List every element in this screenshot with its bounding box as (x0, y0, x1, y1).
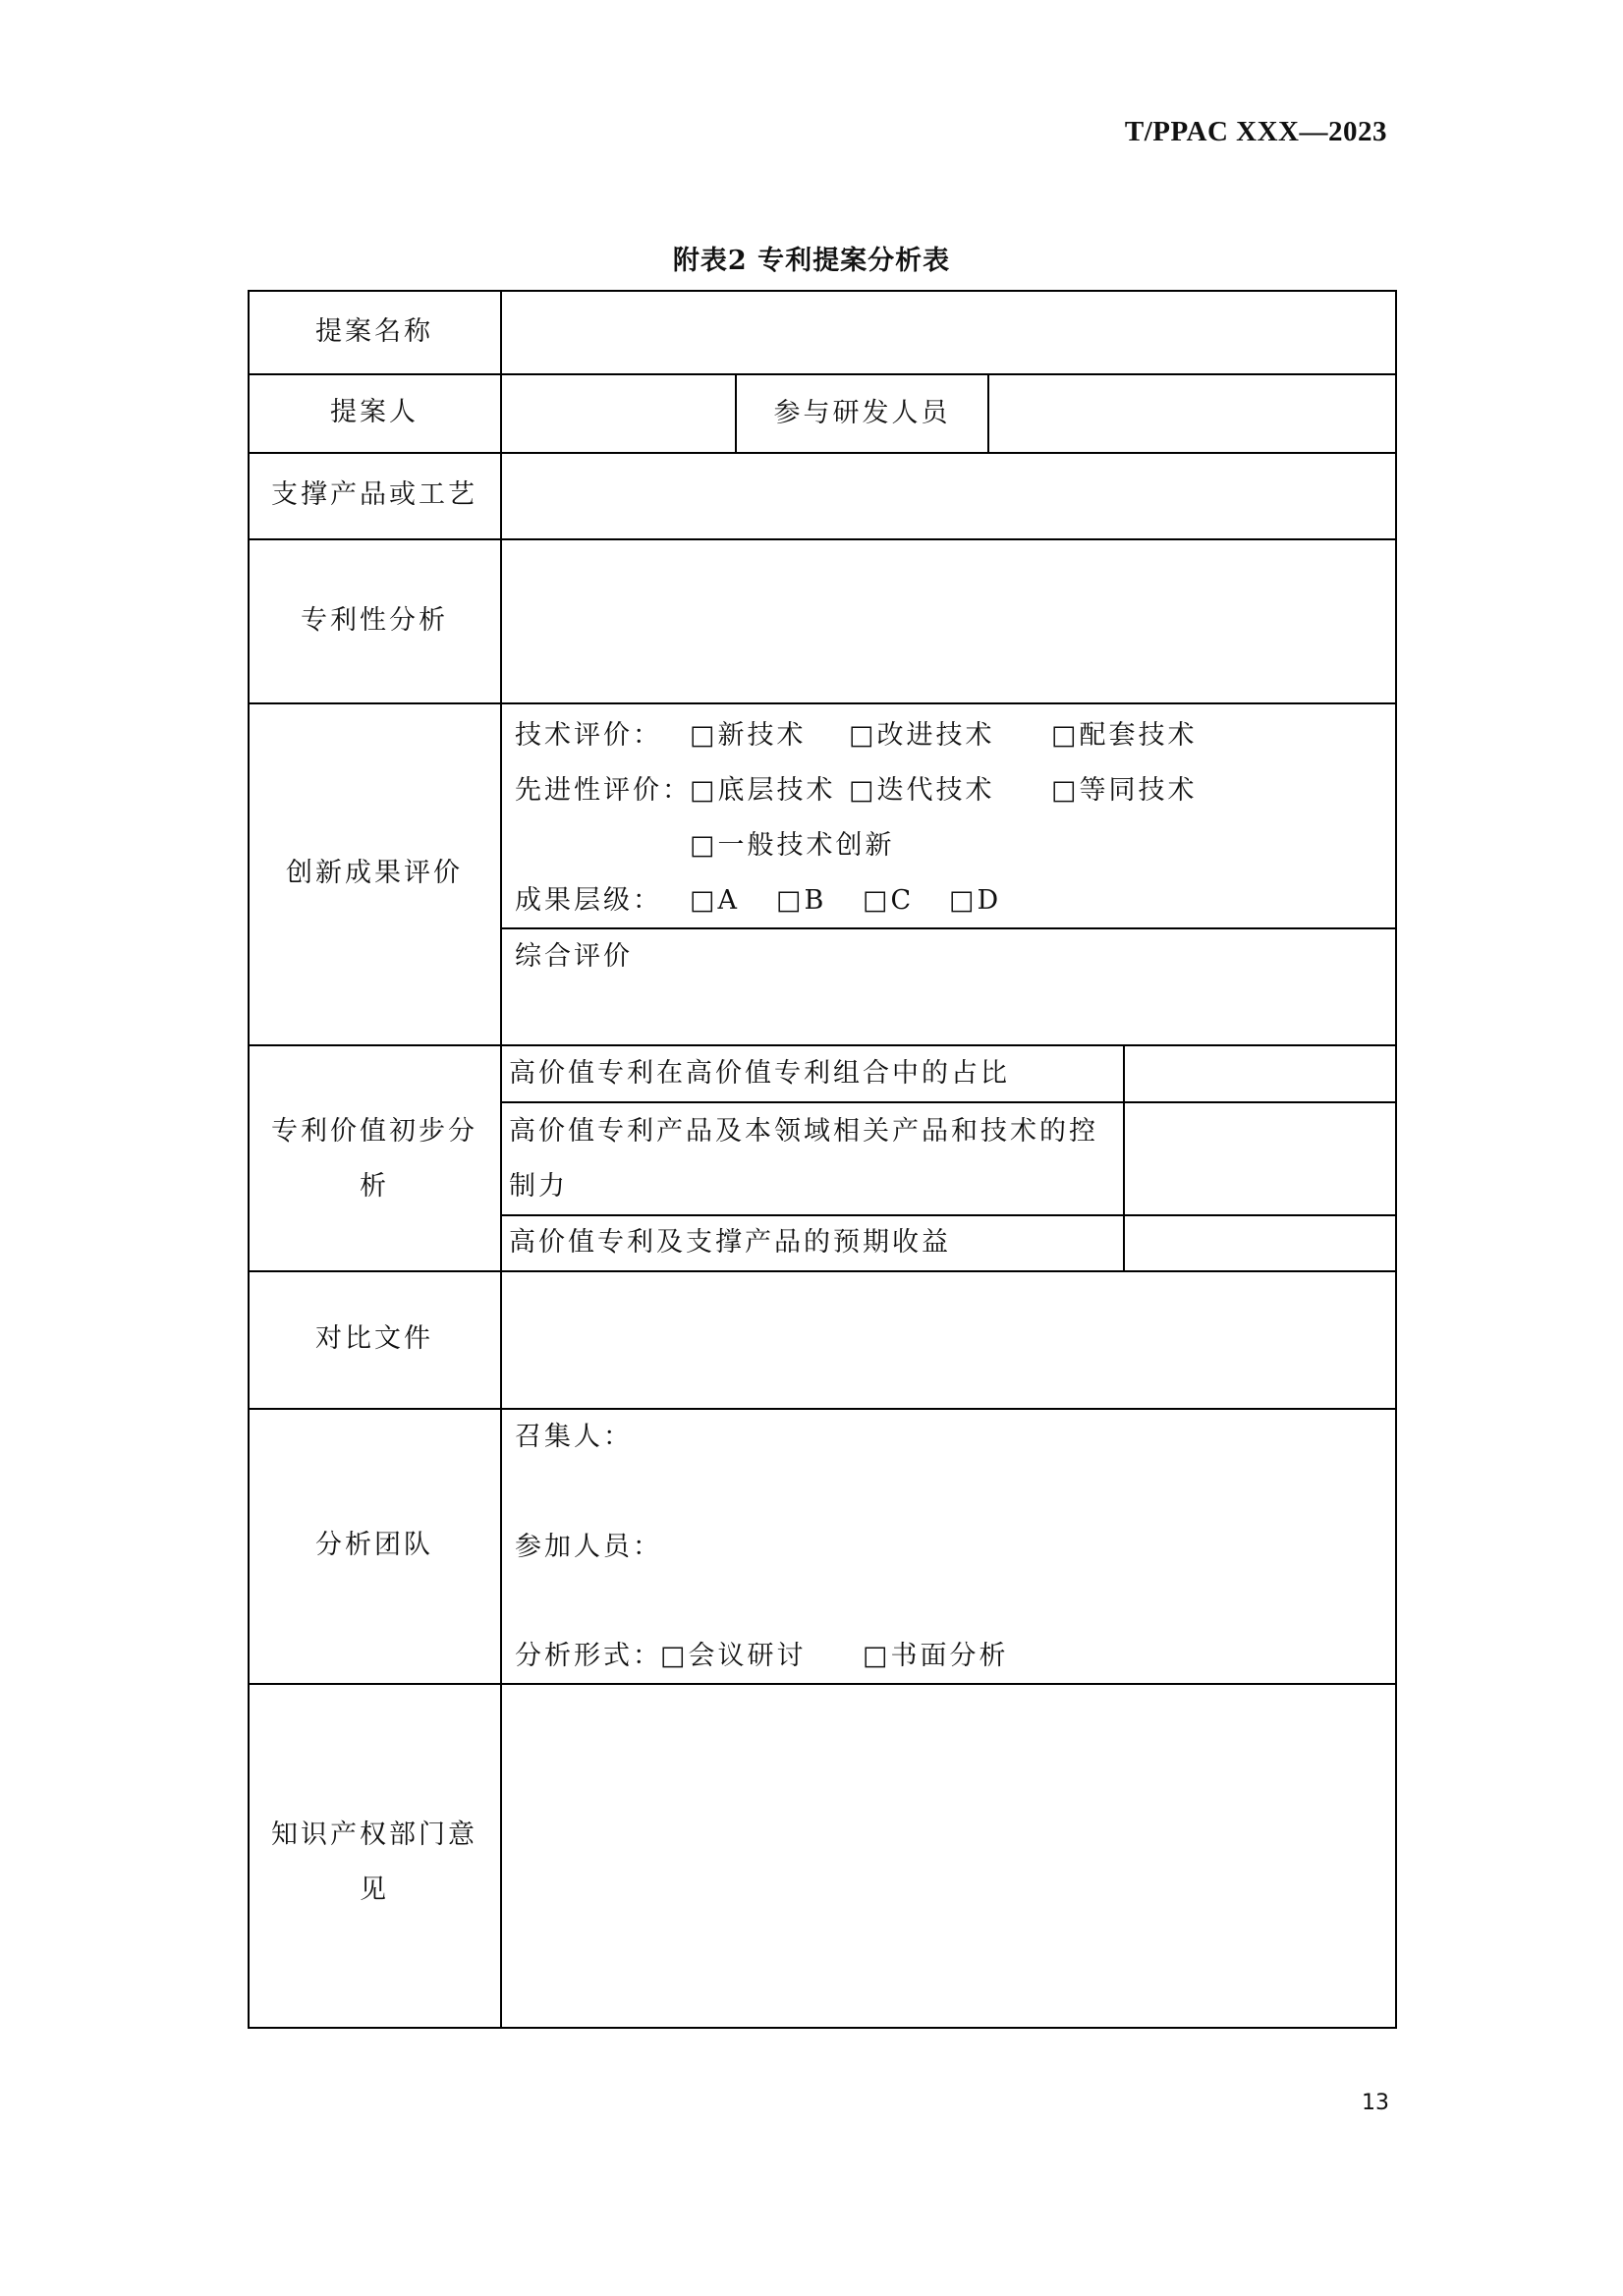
checkbox-supporting-tech[interactable]: □配套技术 (1051, 720, 1198, 751)
label-proposal-name: 提案名称 (315, 316, 433, 347)
checkbox-iterative-tech[interactable]: □迭代技术 (849, 775, 995, 806)
advanced-eval-label: 先进性评价： (515, 775, 692, 806)
document-code: T/PPAC XXX—2023 (1124, 116, 1387, 147)
row-divider (248, 1408, 1397, 1410)
value-row-control: 高价值专利产品及本领域相关产品和技术的控 (509, 1116, 1098, 1147)
checkbox-new-tech[interactable]: □新技术 (690, 720, 807, 751)
page-number: 13 (1362, 2091, 1389, 2115)
row-divider (501, 1101, 1397, 1103)
label-participants: 参与研发人员 (773, 398, 951, 428)
table-border-top (248, 290, 1397, 292)
row-divider (248, 373, 1397, 375)
label-value-analysis-cont: 析 (360, 1171, 389, 1202)
convener-label: 召集人： (515, 1422, 633, 1452)
tech-eval-label: 技术评价： (515, 720, 662, 751)
label-comparison-docs: 对比文件 (315, 1323, 433, 1354)
column-divider (987, 373, 989, 452)
checkbox-level-c[interactable]: □C (863, 885, 915, 916)
row-divider (248, 1683, 1397, 1685)
label-ip-department-cont: 见 (360, 1875, 389, 1905)
column-divider (1123, 1044, 1125, 1271)
value-row-control-cont: 制力 (509, 1171, 568, 1202)
analysis-form-label: 分析形式： (515, 1641, 662, 1671)
checkbox-written-analysis[interactable]: □书面分析 (863, 1641, 1009, 1671)
label-supporting-product: 支撑产品或工艺 (271, 479, 477, 510)
label-proposer: 提案人 (330, 397, 419, 427)
label-ip-department: 知识产权部门意 (271, 1820, 477, 1850)
checkbox-improved-tech[interactable]: □改进技术 (849, 720, 995, 751)
table-border-right (1395, 290, 1397, 2029)
value-row-ratio: 高价值专利在高价值专利组合中的占比 (509, 1058, 1010, 1089)
row-divider (501, 927, 1397, 929)
label-patentability: 专利性分析 (301, 605, 448, 636)
checkbox-level-b[interactable]: □B (776, 885, 827, 916)
overall-evaluation-label: 综合评价 (515, 941, 633, 972)
label-analysis-team: 分析团队 (315, 1530, 433, 1560)
row-divider (248, 1044, 1397, 1046)
proposal-analysis-table (248, 290, 1397, 2029)
row-divider (248, 1270, 1397, 1272)
checkbox-level-a[interactable]: □A (690, 885, 741, 916)
table-border-left (248, 290, 250, 2029)
checkbox-meeting-discussion[interactable]: □会议研讨 (660, 1641, 807, 1671)
checkbox-base-tech[interactable]: □底层技术 (690, 775, 836, 806)
table-border-bottom (248, 2027, 1397, 2029)
value-row-revenue: 高价值专利及支撑产品的预期收益 (509, 1227, 951, 1258)
row-divider (248, 702, 1397, 704)
row-divider (248, 538, 1397, 540)
label-innovation-evaluation: 创新成果评价 (286, 858, 463, 888)
label-column-divider (500, 290, 502, 2029)
members-label: 参加人员： (515, 1532, 662, 1562)
row-divider (501, 1214, 1397, 1216)
label-value-analysis: 专利价值初步分 (271, 1116, 477, 1147)
checkbox-level-d[interactable]: □D (949, 885, 1002, 916)
table-title: 附表2 专利提案分析表 (672, 246, 951, 276)
level-label: 成果层级： (515, 885, 662, 916)
row-divider (248, 452, 1397, 454)
checkbox-general-innovation[interactable]: □一般技术创新 (690, 830, 895, 861)
checkbox-equivalent-tech[interactable]: □等同技术 (1051, 775, 1198, 806)
